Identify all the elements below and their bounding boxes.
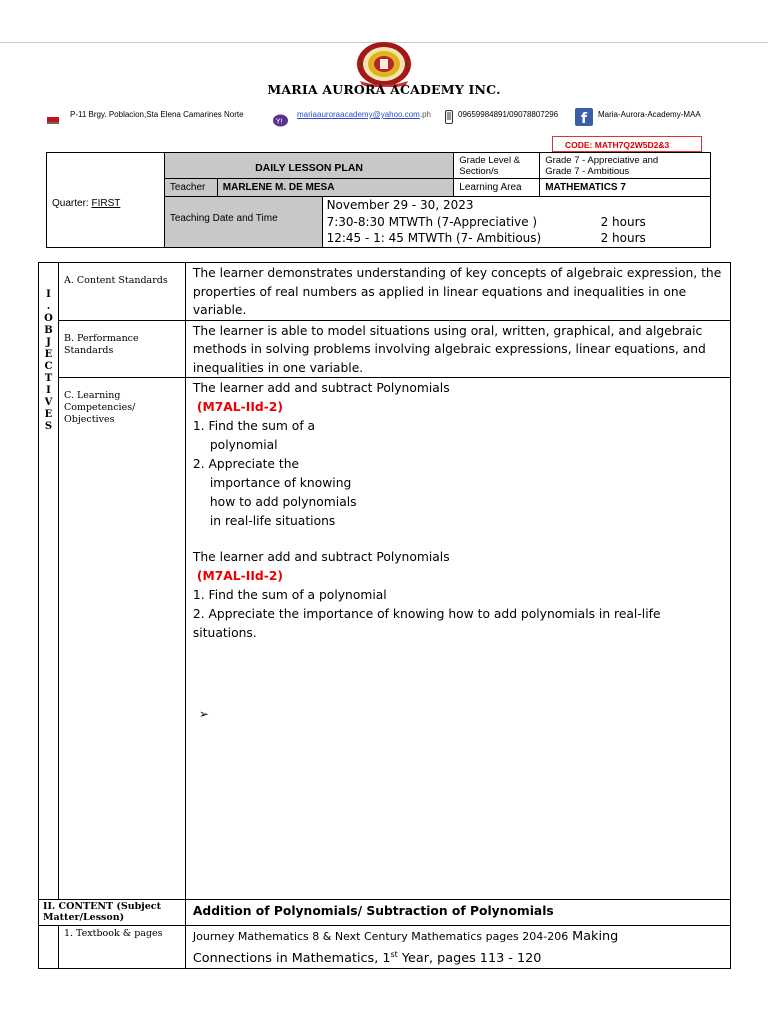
phone-numbers: 09659984891/09078807296 xyxy=(458,110,559,119)
block2-item1: 1. Find the sum of a polynomial xyxy=(192,588,387,602)
svg-text:f: f xyxy=(581,111,588,126)
phone-icon xyxy=(445,109,453,123)
objectives-letter: E xyxy=(44,349,53,360)
learning-area-value: MATHEMATICS 7 xyxy=(540,179,711,197)
email-line xyxy=(297,110,431,119)
lesson-plan-table xyxy=(38,262,731,969)
email-link[interactable]: mariaauroraacademy@yahoo.com xyxy=(297,110,420,119)
block1-item2c: how to add polynomials xyxy=(209,495,357,509)
facebook-page: Maria-Aurora-Academy-MAA xyxy=(598,110,701,119)
email-icon xyxy=(273,112,288,125)
performance-standards-text: The learner is able to model situations using oral, written, graphical, and algebraic methods in solving problems involving algebraic expressions, linear equations, and inequalities in one variable. xyxy=(185,320,730,378)
content-standards-label: A. Content Standards xyxy=(58,263,185,321)
schedule-time-1: 7:30-8:30 MTWTh (7-Appreciative ) xyxy=(326,214,538,229)
dlp-title: DAILY LESSON PLAN xyxy=(164,153,453,179)
textbook-text-a: Journey Mathematics 8 & Next Century Mathematics pages 204-206 xyxy=(192,930,569,943)
quarter-value: FIRST xyxy=(91,198,121,210)
block1-item1b: polynomial xyxy=(209,438,278,452)
date-value: November 29 - 30, 2023 xyxy=(326,198,474,212)
schedule-duration-2: 2 hours xyxy=(600,231,646,245)
objectives-letter: B xyxy=(44,325,53,336)
schedule-duration-1: 2 hours xyxy=(600,214,646,229)
textbook-label: 1. Textbook & pages xyxy=(58,926,185,969)
quarter-cell xyxy=(47,153,165,248)
schedule-row-2 xyxy=(327,230,706,247)
block2-item2: 2. Appreciate the importance of knowing how to add polynomials in real-life situations. xyxy=(192,607,661,640)
grade-level-value xyxy=(540,153,711,179)
school-address: P-11 Brgy. Poblacion,Sta Elena Camarines Norte xyxy=(70,110,244,119)
school-seal-logo xyxy=(356,41,412,87)
block1-intro: The learner add and subtract Polynomials xyxy=(192,381,450,395)
teacher-value: MARLENE M. DE MESA xyxy=(217,179,454,197)
block2-intro: The learner add and subtract Polynomials xyxy=(192,550,450,564)
performance-standards-label: B. Performance Standards xyxy=(58,320,185,378)
objectives-letter: V xyxy=(44,397,53,408)
date-time-cell xyxy=(322,197,710,248)
learning-area-label: Learning Area xyxy=(454,179,540,197)
teacher-label: Teacher xyxy=(164,179,217,197)
objectives-letter: I xyxy=(46,289,51,300)
block1-item2b: importance of knowing xyxy=(209,476,352,490)
block2-code: (M7AL-IId-2) xyxy=(196,569,283,583)
objectives-letter: T xyxy=(44,373,53,384)
content-text: Addition of Polynomials/ Subtraction of Polynomials xyxy=(185,900,730,926)
textbook-text-b: Making xyxy=(572,929,619,944)
block1-item2a: 2. Appreciate the xyxy=(192,457,300,471)
lesson-code: CODE: MATH7Q2W5D2&3 xyxy=(552,136,702,152)
grade-level-label: Grade Level & Section/s xyxy=(454,153,540,179)
content-label: II. CONTENT (Subject Matter/Lesson) xyxy=(39,900,186,926)
address-icon xyxy=(46,110,60,120)
textbook-text-d: Year, pages 113 - 120 xyxy=(397,951,542,967)
objectives-letter: J xyxy=(46,337,51,348)
lesson-header-table xyxy=(46,152,711,248)
objectives-vertical-label xyxy=(39,263,59,900)
grade-value-1: Grade 7 - Appreciative and xyxy=(545,154,659,166)
objectives-letter: S xyxy=(44,421,53,432)
textbook-text xyxy=(185,926,730,969)
date-label: Teaching Date and Time xyxy=(164,197,322,248)
content-standards-text: The learner demonstrates understanding of key concepts of algebraic expression, the properties of real numbers as applied in linear equations and inequalities in one variable. xyxy=(185,263,730,321)
objectives-letter: E xyxy=(44,409,53,420)
school-name: MARIA AURORA ACADEMY INC. xyxy=(267,82,501,97)
objectives-letter: C xyxy=(44,361,53,372)
textbook-spacer xyxy=(39,926,59,969)
competencies-label: C. Learning Competencies/ Objectives xyxy=(58,378,185,900)
competencies-cell xyxy=(185,378,730,900)
block1-code: (M7AL-IId-2) xyxy=(196,400,283,414)
objectives-letter: O xyxy=(44,313,53,324)
objectives-letter: I xyxy=(46,385,51,396)
email-suffix: .ph xyxy=(419,110,431,119)
textbook-text-sup: st xyxy=(390,950,398,959)
objectives-letter: . xyxy=(46,301,51,312)
schedule-time-2: 12:45 - 1: 45 MTWTh (7- Ambitious) xyxy=(326,231,542,245)
svg-text:Y!: Y! xyxy=(276,117,284,126)
grade-value-2: Grade 7 - Ambitious xyxy=(545,165,630,177)
facebook-icon xyxy=(575,108,593,126)
bullet-marker: ➢ xyxy=(198,707,209,721)
schedule-row-1 xyxy=(327,214,706,231)
block1-item2d: in real-life situations xyxy=(209,514,336,528)
quarter-label: Quarter: xyxy=(52,198,89,210)
block1-item1a: 1. Find the sum of a xyxy=(192,419,316,433)
textbook-text-c: Connections in Mathematics, 1 xyxy=(192,951,391,967)
